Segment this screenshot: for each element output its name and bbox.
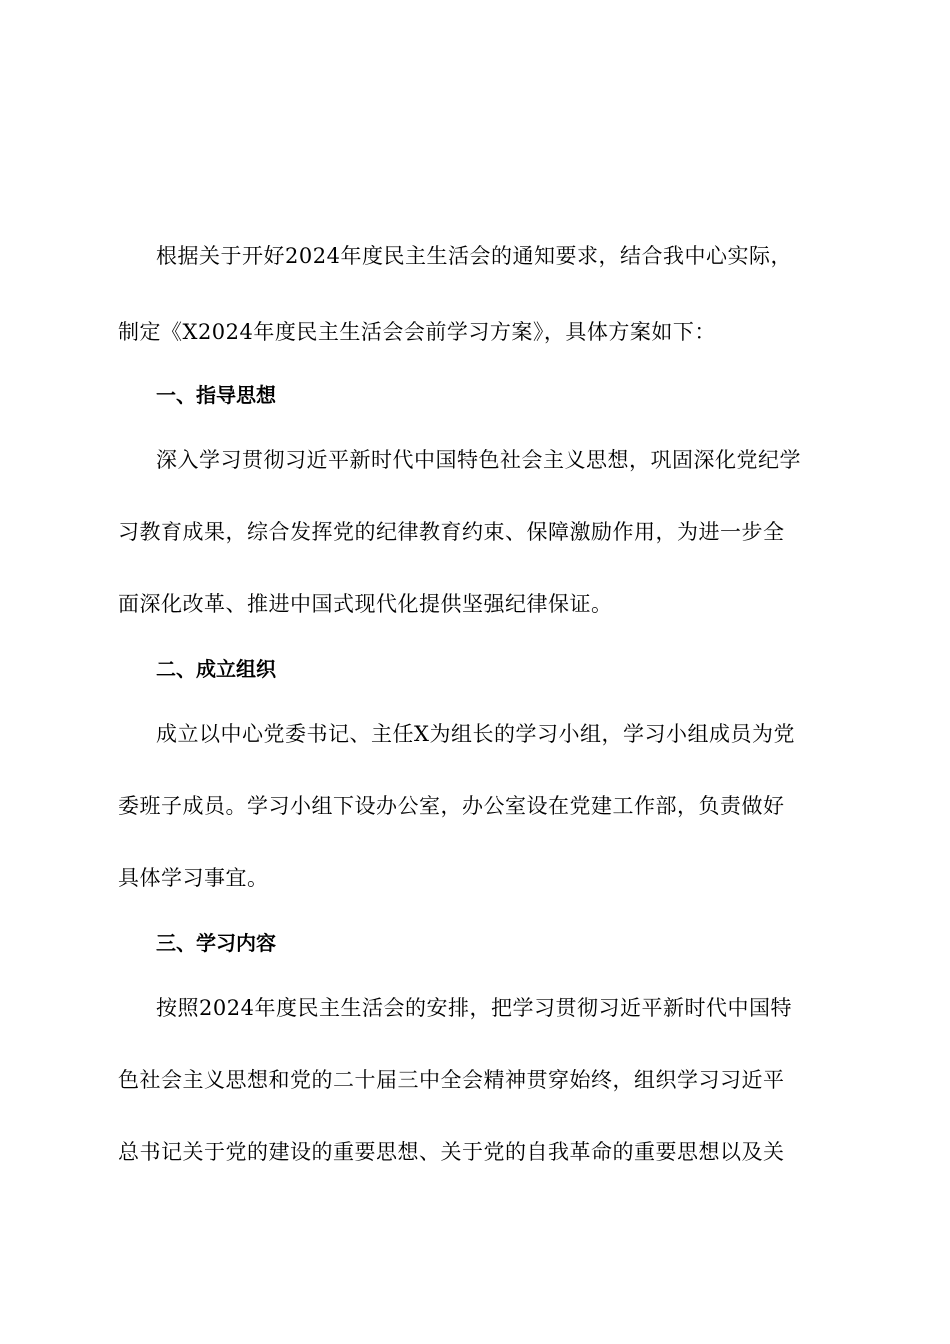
intro-line-2: 制定《X2024年度民主生活会会前学习方案》，具体方案如下：	[118, 320, 716, 344]
section-1-line-1: 深入学习贯彻习近平新时代中国特色社会主义思想，巩固深化党纪学	[156, 448, 801, 472]
section-3-line-2: 色社会主义思想和党的二十届三中全会精神贯穿始终，组织学习习近平	[118, 1068, 785, 1092]
section-2-line-2: 委班子成员。学习小组下设办公室，办公室设在党建工作部，负责做好	[118, 794, 785, 818]
section-2-line-1: 成立以中心党委书记、主任X为组长的学习小组，学习小组成员为党	[156, 722, 795, 746]
section-2-line-3: 具体学习事宜。	[118, 866, 269, 890]
section-3-line-3: 总书记关于党的建设的重要思想、关于党的自我革命的重要思想以及关	[118, 1140, 785, 1164]
section-heading-study-content: 三、学习内容	[156, 931, 276, 955]
section-1-line-3: 面深化改革、推进中国式现代化提供坚强纪律保证。	[118, 592, 613, 616]
section-3-line-1: 按照2024年度民主生活会的安排，把学习贯彻习近平新时代中国特	[156, 996, 792, 1020]
section-1-line-2: 习教育成果，综合发挥党的纪律教育约束、保障激励作用，为进一步全	[118, 520, 785, 544]
intro-line-1: 根据关于开好2024年度民主生活会的通知要求，结合我中心实际，	[156, 244, 792, 268]
section-heading-guiding-ideology: 一、指导思想	[156, 383, 276, 407]
section-heading-organization: 二、成立组织	[156, 657, 276, 681]
